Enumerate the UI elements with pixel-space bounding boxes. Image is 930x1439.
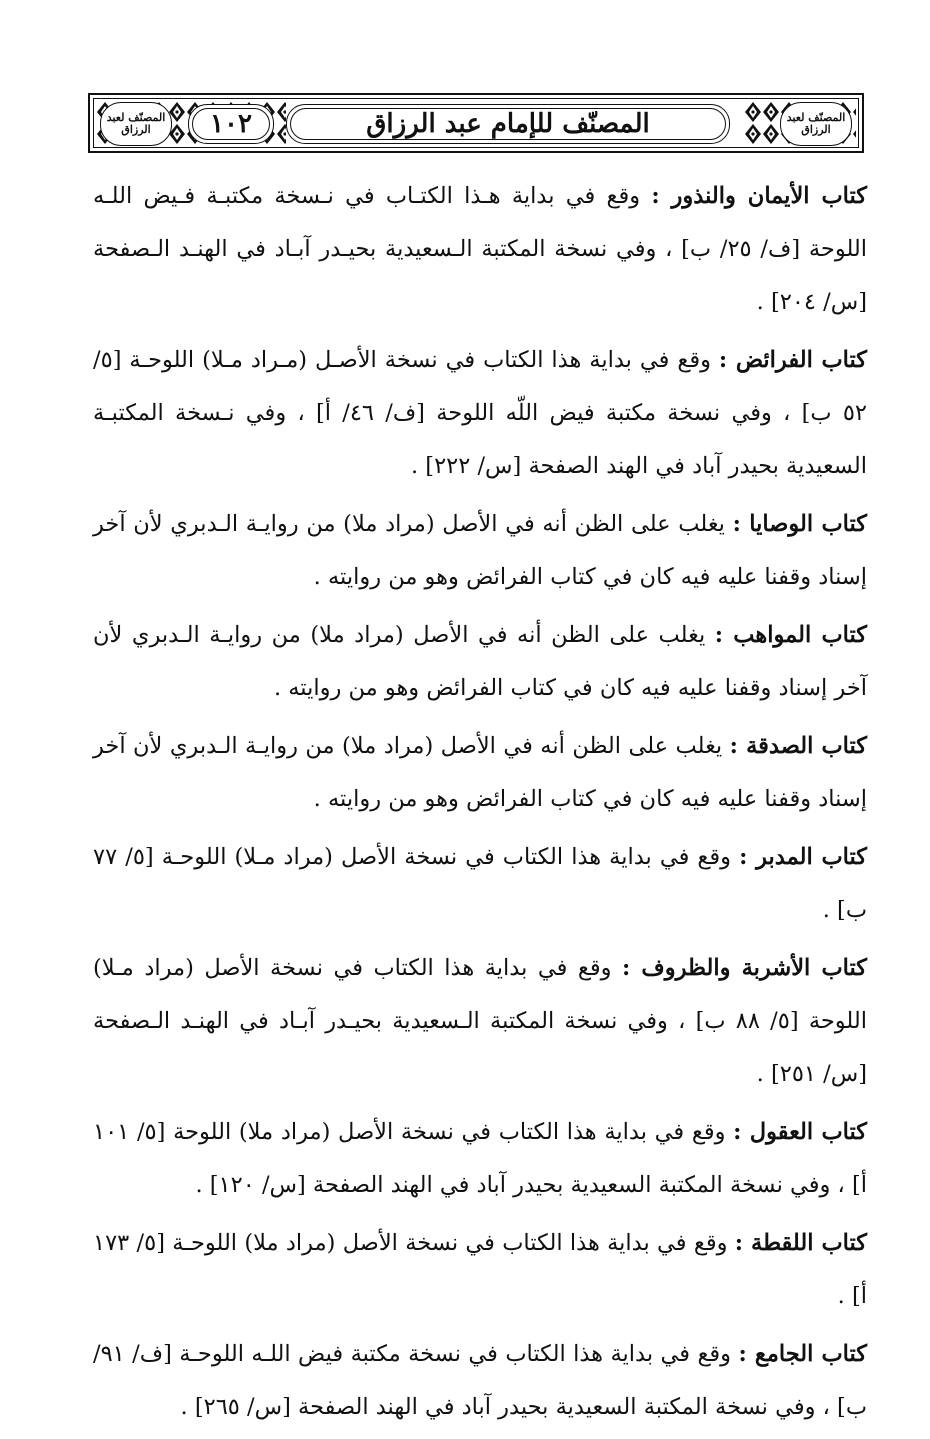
- page-body: [93, 170, 867, 1439]
- entry-title: كتاب الجامع :: [738, 1341, 867, 1367]
- entry-ashriba: [93, 942, 867, 1101]
- entry-title: كتاب الصدقة :: [729, 733, 867, 759]
- entry-wasaya: [93, 498, 867, 604]
- entry-title: كتاب الوصايا :: [732, 511, 867, 537]
- page-number: ١٠٢: [210, 109, 252, 139]
- entry-mawahib: [93, 609, 867, 715]
- entry-jami: [93, 1328, 867, 1434]
- entry-body: وقع في بداية هذا الكتاب في نسخة الأصل (مراد مـلا) اللوحـة [٥/ ٧٧ ب] .: [93, 844, 867, 923]
- entry-body: وقع في بداية هذا الكتاب في نسخة الأصل (مراد مـلا) اللوحة [٥/ ٨٨ ب] ، وفي نسخة المكتبة الـسعيدية بحيـدر آبـاد في الهنـد الـصفحة [س/ ٢٥١] .: [93, 955, 867, 1087]
- entry-luqata: [93, 1217, 867, 1323]
- entry-title: كتاب العقول :: [733, 1119, 867, 1145]
- entry-title: كتاب اللقطة :: [734, 1230, 867, 1256]
- page-header: [88, 93, 864, 153]
- entry-body: وقع في بداية هذا الكتاب في نسخة الأصـل (مـراد مـلا) اللوحـة [٥/ ٥٢ ب] ، وفي نسخة مكتبة فيض اللّه اللوحة [ف/ ٤٦/ أ] ، وفي نـسخة المكتبـة السعيدية بحيدر آباد في الهند الصفحة [س/ ٢٢٢] .: [93, 347, 867, 479]
- emblem-right-icon: [780, 102, 852, 146]
- entry-body: وقع في بداية هـذا الكتـاب في نـسخة مكتبـة فـيض اللـه اللوحة [ف/ ٢٥/ ب] ، وفي نسخة المكتبة الـسعيدية بحيـدر آبـاد في الهنـد الـصفحة [س/ ٢٠٤] .: [93, 183, 868, 315]
- entry-uqul: [93, 1106, 867, 1212]
- entry-mudabbar: [93, 831, 867, 937]
- emblem-left-text: المصنّف لعبد الرزاق: [106, 111, 166, 136]
- entry-body: وقع في بداية هذا الكتاب في نسخة مكتبة فيض اللـه اللوحـة [ف/ ٩١/ ب] ، وفي نسخة المكتبة السعيدية بحيدر آباد في الهند الصفحة [س/ ٢٦٥] .: [93, 1341, 867, 1420]
- entry-body: يغلب على الظن أنه في الأصل (مراد ملا) من روايـة الـدبري لأن آخر إسناد وقفنا عليه فيه كان في كتاب الفرائض وهو من روايته .: [93, 733, 867, 812]
- entry-body: يغلب على الظن أنه في الأصل (مراد ملا) من روايـة الـدبري لأن آخر إسناد وقفنا عليه فيه كان في كتاب الفرائض وهو من روايته .: [93, 622, 867, 701]
- entry-title: كتاب المواهب :: [714, 622, 867, 648]
- running-title-cartouche: [286, 104, 730, 144]
- running-title: المصنّف للإمام عبد الرزاق: [366, 109, 650, 139]
- entry-ayman-nudhur: [93, 170, 867, 329]
- entry-body: وقع في بداية هذا الكتاب في نسخة الأصل (مراد ملا) اللوحة [٥/ ١٠١ أ] ، وفي نسخة المكتبة السعيدية بحيدر آباد في الهند الصفحة [س/ ١٢٠] .: [93, 1119, 867, 1198]
- page-number-cartouche: [188, 104, 274, 144]
- emblem-right-text: المصنّف لعبد الرزاق: [786, 111, 846, 136]
- entry-sadaqa: [93, 720, 867, 826]
- entry-body: يغلب على الظن أنه في الأصل (مراد ملا) من روايـة الـدبري لأن آخر إسناد وقفنا عليه فيه كان في كتاب الفرائض وهو من روايته .: [93, 511, 867, 590]
- emblem-left-icon: [100, 102, 172, 146]
- entry-faraid: [93, 334, 867, 493]
- entry-title: كتاب المدبر :: [739, 844, 867, 870]
- entry-body: وقع في بداية هذا الكتاب في نسخة الأصل (مراد ملا) اللوحـة [٥/ ١٧٣ أ] .: [93, 1230, 867, 1309]
- entry-title: كتاب الأشربة والظروف :: [621, 955, 867, 981]
- entry-title: كتاب الأيمان والنذور :: [651, 183, 867, 209]
- entry-title: كتاب الفرائض :: [718, 347, 868, 373]
